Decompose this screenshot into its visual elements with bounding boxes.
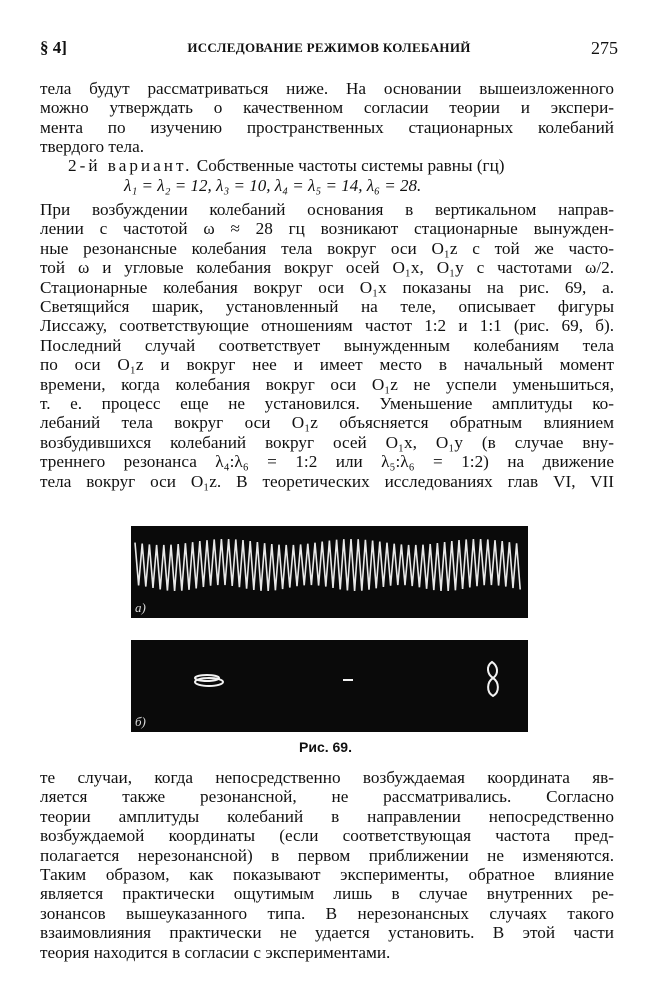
text-line: зонансов вышеуказанного типа. В нерезонансных случаях такого (40, 903, 614, 923)
text-line: является практически ощутимым лишь в случае внутренних ре- (40, 884, 614, 904)
text-line: мента по изучению пространственных стационарных колебаний (40, 117, 614, 137)
text-line: те случаи, когда непосредственно возбуждаемая координата яв- (40, 768, 614, 787)
text-line: той ω и угловые колебания вокруг осей O₁x, O₁y с частотами ω/2. (40, 258, 614, 278)
text-line: твердого тела. (40, 137, 145, 157)
figure-label-b: б) (135, 714, 146, 729)
text-line: лебаний тела вокруг оси O₁z объясняется обратным влиянием (40, 413, 614, 433)
page-number: 275 (591, 38, 618, 58)
text-line: теория находится в согласии с экспериментами. (40, 942, 391, 962)
variant-text: Собственные частоты системы равны (гц) (196, 156, 505, 175)
text-line: лении с частотой ω ≈ 28 гц возникают стационарные вынужден- (40, 219, 614, 239)
text-line: ляется также резонансной, не рассматривались. Согласно (40, 787, 614, 807)
paragraph-conclusion (40, 768, 614, 962)
text-line: возбуждаемой координаты (если соответствующая частота пред- (40, 826, 614, 846)
text-line: Таким образом, как показывают эксперименты, обратное влияние (40, 865, 614, 885)
text-line: взаимовлияния практически не удается установить. В этой части (40, 923, 614, 943)
text-line: тела будут рассматриваться ниже. На основании вышеизложенного (40, 79, 614, 98)
text-line: по оси O₁z и вокруг нее и имеет место в начальный момент (40, 355, 614, 375)
section-marker: § 4] (40, 38, 67, 57)
paragraph-main (40, 200, 614, 491)
text-line: Лиссажу, соответствующие отношениям частот 1:2 и 1:1 (рис. 69, б). (40, 316, 614, 336)
text-line: Последний случай соответствует вынужденным колебаниям тела (40, 335, 614, 355)
text-line: времени, когда колебания вокруг оси O₁z не успели уменьшиться, (40, 374, 614, 394)
text-line: Светящийся шарик, установленный на теле, описывает фигуры (40, 297, 614, 317)
variant-label: 2-й вариант. (68, 156, 193, 175)
frequency-equation: λ₁ = λ₂ = 12, λ₃ = 10, λ₄ = λ₅ = 14, λ₆ = 28. (124, 176, 422, 195)
text-line: треннего резонанса λ₄:λ₆ = 1:2 или λ₅:λ₆ = 1:2) на движение (40, 452, 614, 472)
text-line: возбудившихся колебаний вокруг осей O₁x, O₁y (в случае вну- (40, 432, 614, 452)
oscillogram-trace (131, 526, 528, 618)
text-line: Стационарные колебания вокруг оси O₁x показаны на рис. 69, а. (40, 277, 614, 297)
text-line: тела вокруг оси O₁z. В теоретических исследованиях глав VI, VII (40, 471, 614, 491)
figure-69a-oscillogram (131, 526, 528, 618)
figure-69b-lissajous (131, 640, 528, 732)
variant-heading (40, 156, 614, 175)
running-title: ИССЛЕДОВАНИЕ РЕЖИМОВ КОЛЕБАНИЙ (187, 40, 471, 55)
text-line: теории амплитуды колебаний в направлении непосредственно (40, 806, 614, 826)
text-line: ные резонансные колебания тела вокруг оси O₁z с той же часто- (40, 238, 614, 258)
figure-caption: Рис. 69. (299, 739, 352, 755)
text-line: полагается нерезонансной) в первом приближении не изменяются. (40, 845, 614, 865)
text-line: При возбуждении колебаний основания в вертикальном направ- (40, 200, 614, 219)
lissajous-figures (131, 640, 528, 732)
text-line: т. е. процесс еще не установился. Уменьшение амплитуды ко- (40, 394, 614, 414)
paragraph-intro (40, 79, 614, 157)
figure-label-a: а) (135, 600, 146, 615)
text-line: можно утверждать о качественном согласии теории и экспери- (40, 98, 614, 118)
page-header (40, 38, 618, 60)
